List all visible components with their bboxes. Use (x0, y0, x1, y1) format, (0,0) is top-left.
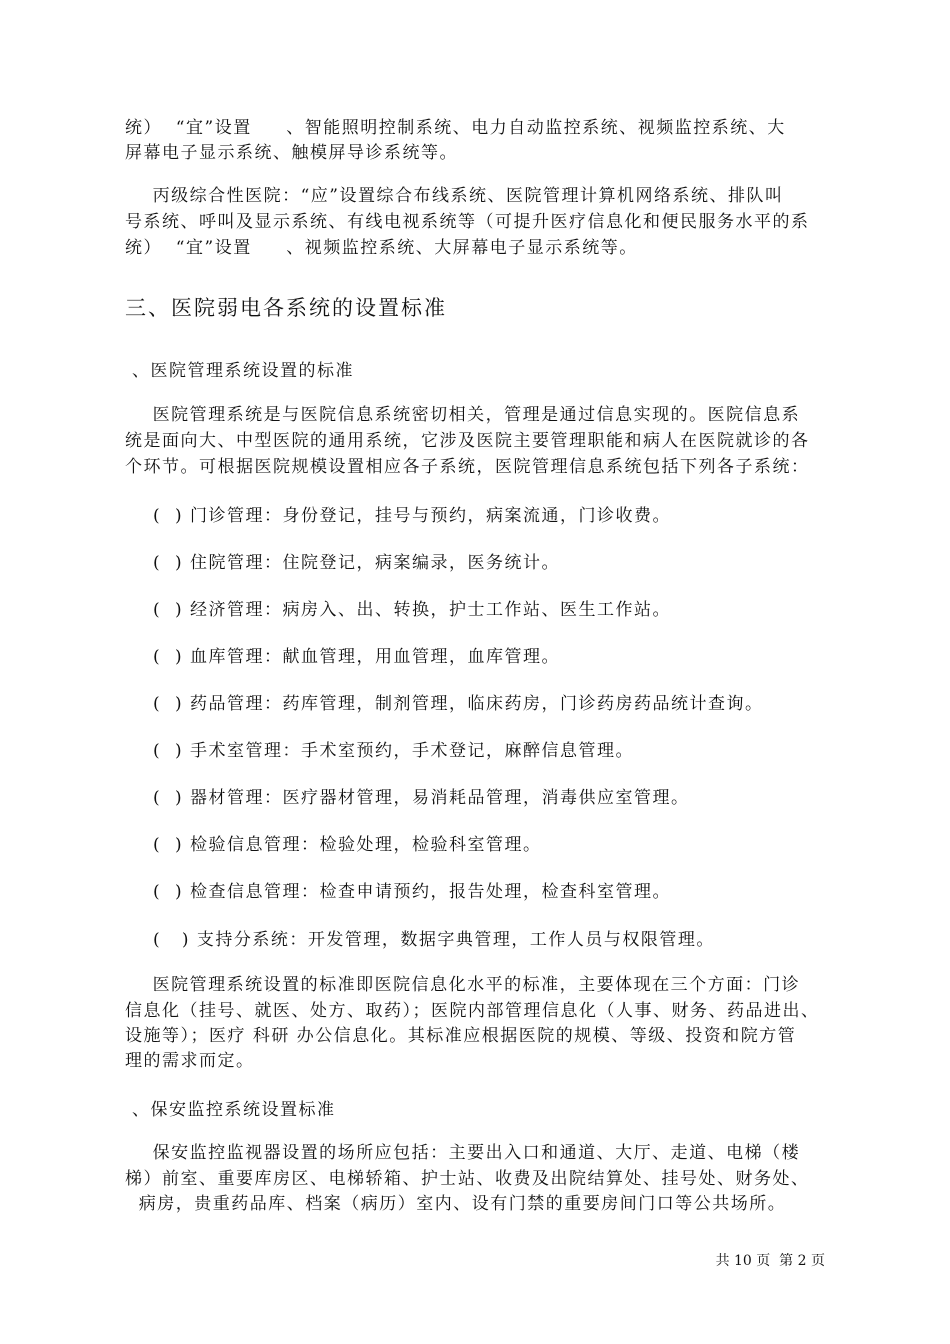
subsystem-item: ( ) 住院管理：住院登记，病案编录，医务统计。 (153, 553, 560, 573)
mgmt-para-line-2: 统是面向大、中型医院的通用系统，它涉及医院主要管理职能和病人在医院就诊的各 (125, 431, 810, 451)
intro-line-1: 统） “宜”设置 、智能照明控制系统、电力自动监控系统、视频监控系统、大 (125, 118, 786, 138)
grade3-line-2: 号系统、呼叫及显示系统、有线电视系统等（可提升医疗信息化和便民服务水平的系 (125, 212, 810, 232)
security-para-line-3: 病房，贵重药品库、档案（病历）室内、设有门禁的重要房间门口等公共场所。 (125, 1194, 787, 1214)
subsystem-item: ( ) 门诊管理：身份登记，挂号与预约，病案流通，门诊收费。 (153, 506, 671, 526)
section-heading: 三、医院弱电各系统的设置标准 (125, 296, 447, 320)
grade3-line-3: 统） “宜”设置 、视频监控系统、大屏幕电子显示系统等。 (125, 238, 638, 258)
subsystem-item: ( ) 手术室管理：手术室预约，手术登记，麻醉信息管理。 (153, 741, 634, 761)
subsystem-item: ( ) 药品管理：药库管理，制剂管理，临床药房，门诊药房药品统计查询。 (153, 694, 764, 714)
sub-heading-management: 、医院管理系统设置的标准 (132, 361, 354, 381)
sub-heading-security: 、保安监控系统设置标准 (132, 1100, 336, 1120)
standard-para-line-2: 信息化（挂号、就医、处方、取药）；医院内部管理信息化（人事、财务、药品进出、 (125, 1001, 820, 1021)
standard-para-line-1: 医院管理系统设置的标准即医院信息化水平的标准，主要体现在三个方面：门诊 (125, 975, 801, 995)
security-para-line-1: 保安监控监视器设置的场所应包括：主要出入口和通道、大厅、走道、电梯（楼 (125, 1143, 801, 1163)
subsystem-item: ( ) 器材管理：医疗器材管理，易消耗品管理，消毒供应室管理。 (153, 788, 690, 808)
mgmt-para-line-3: 个环节。可根据医院规模设置相应各子系统，医院管理信息系统包括下列各子系统： (125, 457, 810, 477)
subsystem-item: ( ) 支持分系统：开发管理，数据字典管理，工作人员与权限管理。 (153, 930, 715, 950)
security-para-line-2: 梯）前室、重要库房区、电梯轿箱、护士站、收费及出院结算处、挂号处、财务处、 (125, 1169, 810, 1189)
intro-line-2: 屏幕电子显示系统、触模屏导诊系统等。 (125, 143, 458, 163)
standard-para-line-3: 设施等）；医疗 科研 办公信息化。其标准应根据医院的规模、等级、投资和院方管 (125, 1026, 797, 1046)
page-footer: 共 10 页 第 2 页 (715, 1253, 825, 1269)
subsystem-item: ( ) 经济管理：病房入、出、转换，护士工作站、医生工作站。 (153, 600, 671, 620)
standard-para-line-4: 理的需求而定。 (125, 1051, 255, 1071)
subsystem-item: ( ) 检查信息管理：检查申请预约，报告处理，检查科室管理。 (153, 882, 671, 902)
subsystem-item: ( ) 血库管理：献血管理，用血管理，血库管理。 (153, 647, 560, 667)
mgmt-para-line-1: 医院管理系统是与医院信息系统密切相关，管理是通过信息实现的。医院信息系 (125, 405, 801, 425)
subsystem-item: ( ) 检验信息管理：检验处理，检验科室管理。 (153, 835, 542, 855)
grade3-line-1: 丙级综合性医院：“应”设置综合布线系统、医院管理计算机网络系统、排队叫 (125, 186, 784, 206)
